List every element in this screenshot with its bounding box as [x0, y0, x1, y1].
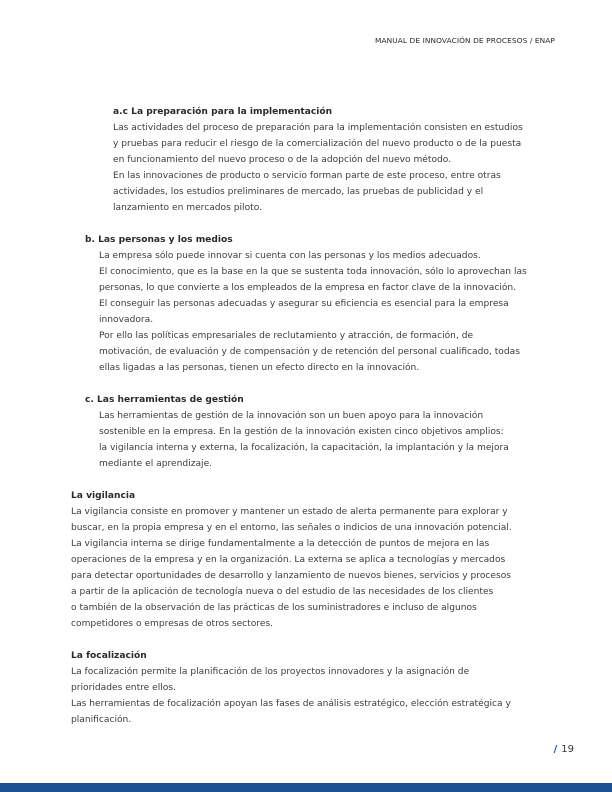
section-heading: La vigilancia: [71, 491, 136, 501]
page-footer: [554, 744, 574, 755]
paragraph-line: actividades, los estudios preliminares de mercado, las pruebas de publicidad y el: [113, 187, 484, 197]
running-header: MANUAL DE INNOVACIÓN DE PROCESOS / ENAP: [374, 36, 555, 45]
paragraph-line: o también de la observación de las prácticas de los suministradores e incluso de algunos: [71, 603, 477, 613]
section-herramientas: [85, 392, 509, 472]
section-heading: a.c La preparación para la implementación: [113, 107, 333, 117]
paragraph-line: prioridades entre ellos.: [71, 683, 176, 693]
bottom-accent-bar: [0, 783, 612, 792]
paragraph-line: Por ello las políticas empresariales de reclutamiento y atracción, de formación, de: [99, 331, 474, 341]
footer-slash: /: [553, 744, 558, 755]
page-number: 19: [561, 744, 574, 755]
paragraph-line: El conocimiento, que es la base en la que se sustenta toda innovación, sólo lo aprovechan las: [99, 267, 527, 277]
paragraph-line: ellas ligadas a las personas, tienen un efecto directo en la innovación.: [99, 363, 420, 373]
section-heading: La focalización: [71, 651, 147, 661]
paragraph-line: para detectar oportunidades de desarrollo y lanzamiento de nuevos bienes, servicios y procesos: [71, 571, 512, 581]
paragraph-line: en funcionamiento del nuevo proceso o de la adopción del nuevo método.: [113, 155, 452, 165]
paragraph-line: En las innovaciones de producto o servicio forman parte de este proceso, entre otras: [113, 171, 501, 181]
section-preparacion: [113, 104, 523, 216]
section-personas: [85, 232, 527, 376]
paragraph-line: La vigilancia consiste en promover y mantener un estado de alerta permanente para explorar y: [71, 507, 508, 517]
section-focalizacion: [71, 648, 511, 728]
paragraph-line: innovadora.: [99, 315, 154, 325]
paragraph-line: buscar, en la propia empresa y en el entorno, las señales o indicios de una innovación potencial.: [71, 523, 512, 533]
paragraph-line: Las actividades del proceso de preparación para la implementación consisten en estudios: [113, 123, 523, 133]
paragraph-line: planificación.: [71, 715, 132, 725]
paragraph-line: Las herramientas de gestión de la innovación son un buen apoyo para la innovación: [99, 411, 484, 421]
paragraph-line: y pruebas para reducir el riesgo de la comercialización del nuevo producto o de la puesta: [113, 139, 522, 149]
paragraph-line: La empresa sólo puede innovar si cuenta con las personas y los medios adecuados.: [99, 251, 481, 261]
paragraph-line: sostenible en la empresa. En la gestión de la innovación existen cinco objetivos amplios:: [99, 427, 504, 437]
paragraph-line: personas, lo que convierte a los empleados de la empresa en factor clave de la innovación.: [99, 283, 517, 293]
section-heading: c. Las herramientas de gestión: [85, 395, 244, 405]
section-heading: b. Las personas y los medios: [85, 235, 233, 245]
paragraph-line: competidores o empresas de otros sectores.: [71, 619, 274, 629]
paragraph-line: La focalización permite la planificación de los proyectos innovadores y la asignación de: [71, 667, 470, 677]
section-vigilancia: [71, 488, 512, 632]
paragraph-line: La vigilancia interna se dirige fundamentalmente a la detección de puntos de mejora en las: [71, 539, 490, 549]
paragraph-line: motivación, de evaluación y de compensación y de retención del personal cualificado, todas: [99, 347, 520, 357]
paragraph-line: operaciones de la empresa y en la organización. La externa se aplica a tecnologías y mercados: [71, 555, 506, 565]
paragraph-line: El conseguir las personas adecuadas y asegurar su eficiencia es esencial para la empresa: [99, 299, 509, 309]
paragraph-line: Las herramientas de focalización apoyan las fases de análisis estratégico, elección estratégica y: [71, 699, 511, 709]
paragraph-line: lanzamiento en mercados piloto.: [113, 203, 262, 213]
paragraph-line: a partir de la aplicación de tecnología nueva o del estudio de las necesidades de los clientes: [71, 587, 494, 597]
paragraph-line: mediante el aprendizaje.: [99, 459, 213, 469]
paragraph-line: la vigilancia interna y externa, la focalización, la capacitación, la implantación y la mejora: [99, 443, 509, 453]
